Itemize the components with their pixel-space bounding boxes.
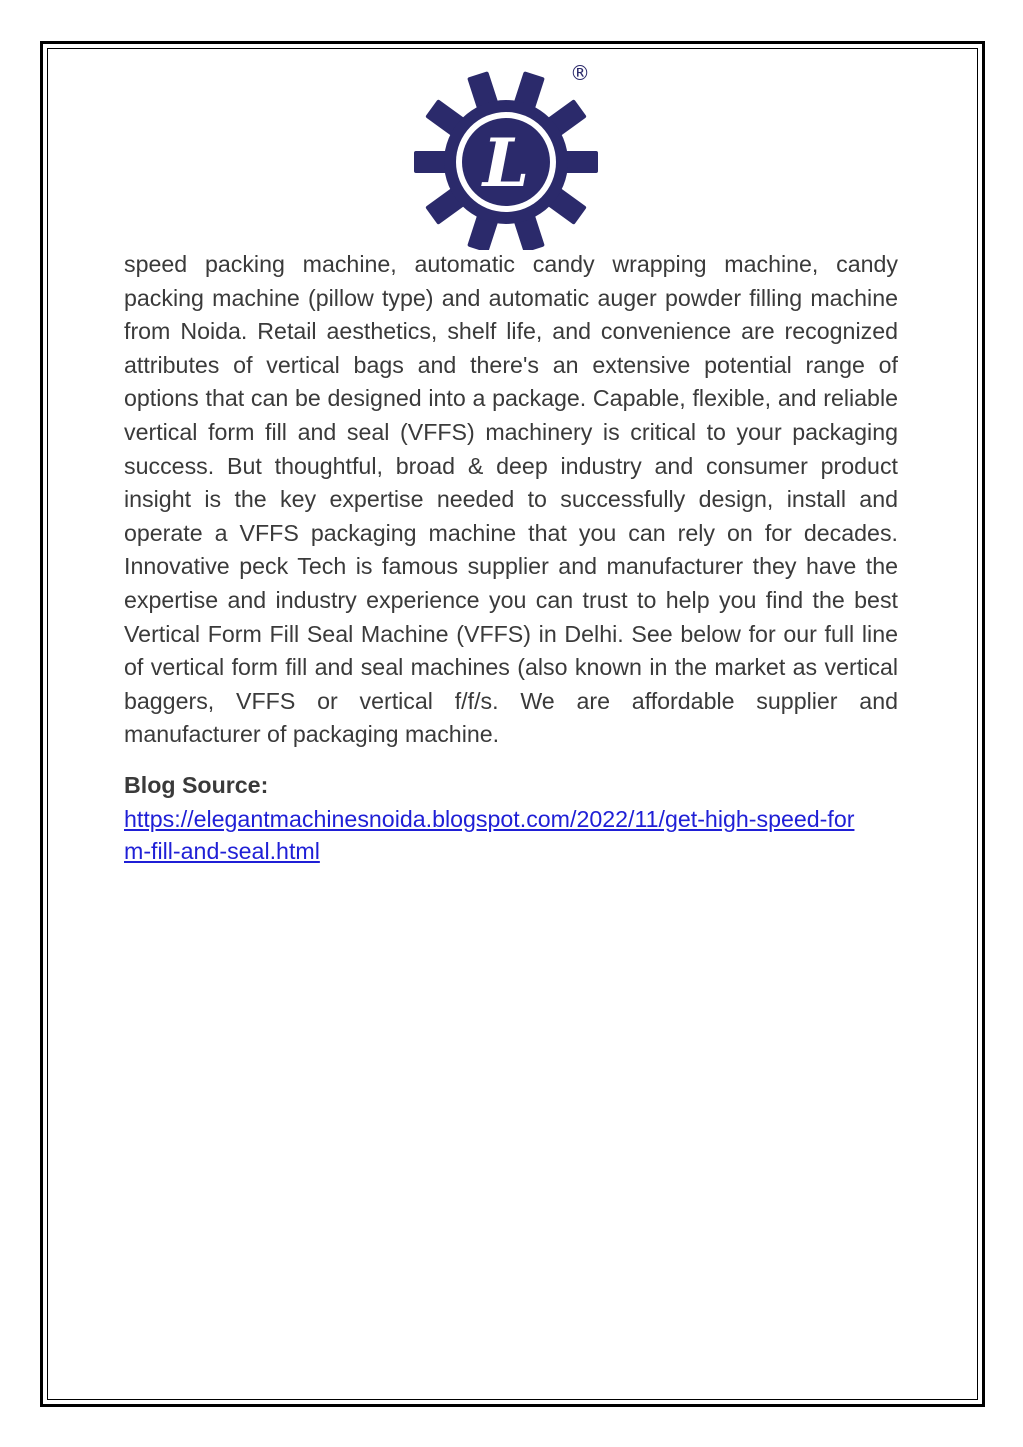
company-logo (414, 58, 606, 250)
article-content (124, 248, 898, 867)
logo-letter: L (482, 124, 530, 202)
registered-mark-icon: ® (570, 61, 590, 85)
article-body: speed packing machine, automatic candy wrapping machine, candy packing machine (pillow type) and automatic auger powder filling machine from Noida. Retail aesthetics, shelf life, and convenience are recognized attributes of vertical bags and there's an extensive potential range of options that can be designed into a package. Capable, flexible, and reliable vertical form fill and seal (VFFS) machinery is critical to your packaging success. But thoughtful, broad & deep industry and consumer product insight is the key expertise needed to successfully design, install and operate a VFFS packaging machine that you can rely on for decades. Innovative peck Tech is famous supplier and manufacturer they have the expertise and industry experience you can trust to help you find the best Vertical Form Fill Seal Machine (VFFS) in Delhi. See below for our full line of vertical form fill and seal machines (also known in the market as vertical baggers, VFFS or vertical f/f/s. We are affordable supplier and manufacturer of packaging machine. (124, 251, 898, 748)
blog-source-link[interactable]: https://elegantmachinesnoida.blogspot.com/2022/11/get-high-speed-form-fill-and-seal.html (124, 805, 855, 864)
blog-source-label: Blog Source: (124, 771, 269, 798)
gear-logo-icon (414, 58, 606, 250)
